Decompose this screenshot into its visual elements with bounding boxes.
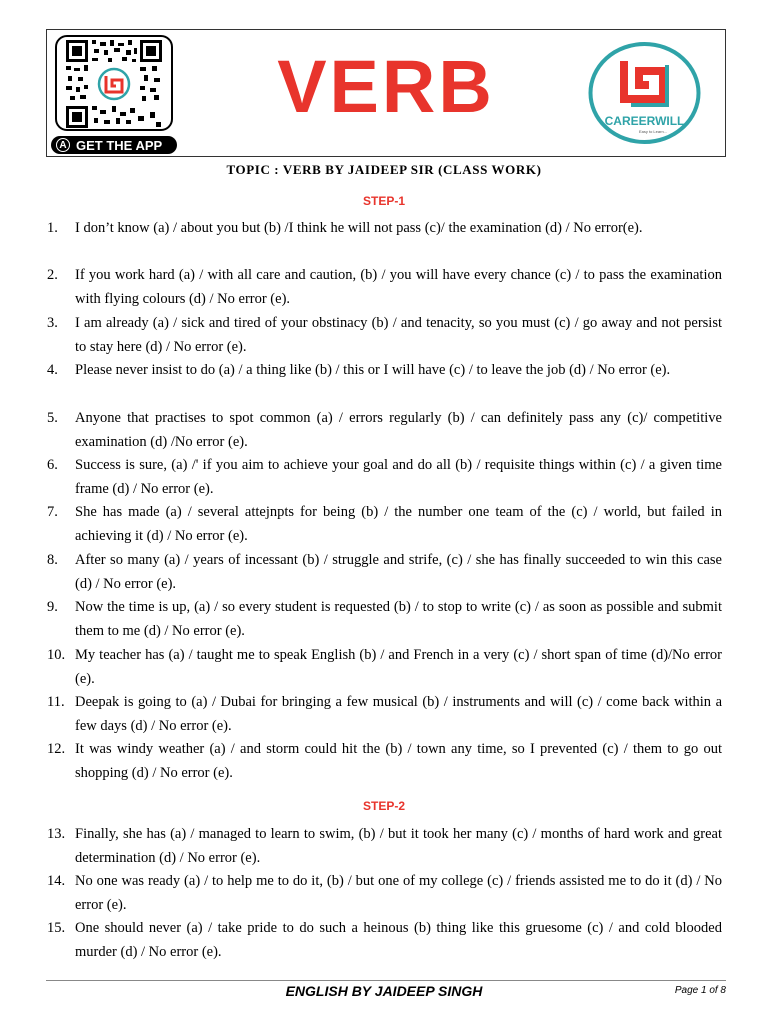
question-text: Anyone that practises to spot common (a) / errors regularly (b) / can definitely pass any (c)/ competitive examination (d) /No error (e). (75, 410, 722, 450)
question-text: One should never (a) / take pride to do such a heinous (b) thing like this gruesome (c) / and cold blooded murder (d) / No error (e). (75, 920, 722, 960)
question-text: I don’t know (a) / about you but (b) /I think he will not pass (c)/ the examination (d) / No error(e). (75, 220, 643, 236)
question-text: Now the time is up, (a) / so every student is requested (b) / to stop to write (c) / as soon as possible and submit them to me (d) / No error (e). (75, 599, 722, 639)
question-item (47, 870, 722, 917)
question-text: Please never insist to do (a) / a thing like (b) / this or I will have (c) / to leave the job (d) / No error (e). (75, 362, 671, 378)
question-number: 9. (47, 599, 58, 615)
logo-tagline: Easy to Learn... (638, 129, 668, 134)
question-text: She has made (a) / several attejnpts for being (b) / the number one team of the (c) / world, but failed in achieving it (d) / No error (e). (75, 504, 722, 544)
question-number: 1. (47, 220, 58, 236)
question-number: 13. (47, 826, 66, 842)
question-item (47, 644, 722, 691)
question-text: It was windy weather (a) / and storm could hit the (b) / town any time, so I prevented (c) / them to go out shopping (d) / No error (e). (75, 741, 722, 781)
logo-text: CAREERWILL (604, 114, 685, 128)
question-item (47, 407, 722, 454)
question-number: 14. (47, 873, 66, 889)
page-number: Page 1 of 8 (674, 985, 726, 996)
get-the-app-button[interactable] (51, 136, 177, 154)
question-number: 10. (47, 647, 66, 663)
topic-heading: TOPIC : VERB BY JAIDEEP SIR (CLASS WORK) (226, 162, 542, 177)
question-number: 6. (47, 457, 58, 473)
question-text: If you work hard (a) / with all care and caution, (b) / you will have every chance (c) / to pass the examination with flying colours (d) / No error (e). (75, 267, 722, 307)
question-text: Finally, she has (a) / managed to learn to swim, (b) / but it took her many (c) / months of hard work and great determination (d) / No error (e). (75, 826, 722, 866)
question-text: Deepak is going to (a) / Dubai for bringing a few musical (b) / instruments and will (c) / come back within a few days (d) / No error (e). (75, 694, 722, 734)
question-item (47, 917, 722, 964)
question-number: 7. (47, 504, 58, 520)
step-2-heading: STEP-2 (362, 799, 405, 813)
question-text: After so many (a) / years of incessant (b) / struggle and strife, (c) / she has finally succeeded to win this case (d) / No error (e). (75, 552, 722, 592)
page-title: VERB (277, 45, 495, 128)
get-the-app-label: GET THE APP (76, 137, 163, 153)
question-item (47, 312, 722, 359)
question-number: 5. (47, 410, 58, 426)
question-item (47, 596, 722, 643)
app-badge-letter: A (56, 138, 70, 152)
question-item (47, 549, 722, 596)
question-text: My teacher has (a) / taught me to speak English (b) / and French in a very (c) / short span of time (d)/No error (e). (75, 647, 722, 687)
careerwill-logo (587, 41, 702, 145)
question-item (47, 738, 722, 785)
question-item (47, 501, 722, 548)
step-1-heading: STEP-1 (362, 194, 405, 208)
question-number: 15. (47, 920, 66, 936)
question-text: Success is sure, (a) /' if you aim to achieve your goal and do all (b) / requisite things within (c) / a given time frame (d) / No error (e). (75, 457, 722, 497)
question-number: 2. (47, 267, 58, 283)
question-text: No one was ready (a) / to help me to do it, (b) / but one of my college (c) / friends assisted me to do it (d) / No error (e). (75, 873, 722, 913)
question-item (47, 217, 722, 241)
footer-divider (46, 980, 726, 981)
question-number: 8. (47, 552, 58, 568)
question-number: 3. (47, 315, 58, 331)
question-item (47, 454, 722, 501)
question-item (47, 264, 722, 311)
question-item (47, 823, 722, 870)
question-item (47, 691, 722, 738)
question-item (47, 359, 722, 383)
question-number: 12. (47, 741, 66, 757)
header-box (46, 29, 726, 157)
footer-title: ENGLISH BY JAIDEEP SINGH (285, 983, 483, 999)
question-text: I am already (a) / sick and tired of your obstinacy (b) / and tenacity, so you must (c) / go away and not persist to stay here (d) / No error (e). (75, 315, 722, 355)
question-number: 4. (47, 362, 58, 378)
question-number: 11. (47, 694, 65, 710)
